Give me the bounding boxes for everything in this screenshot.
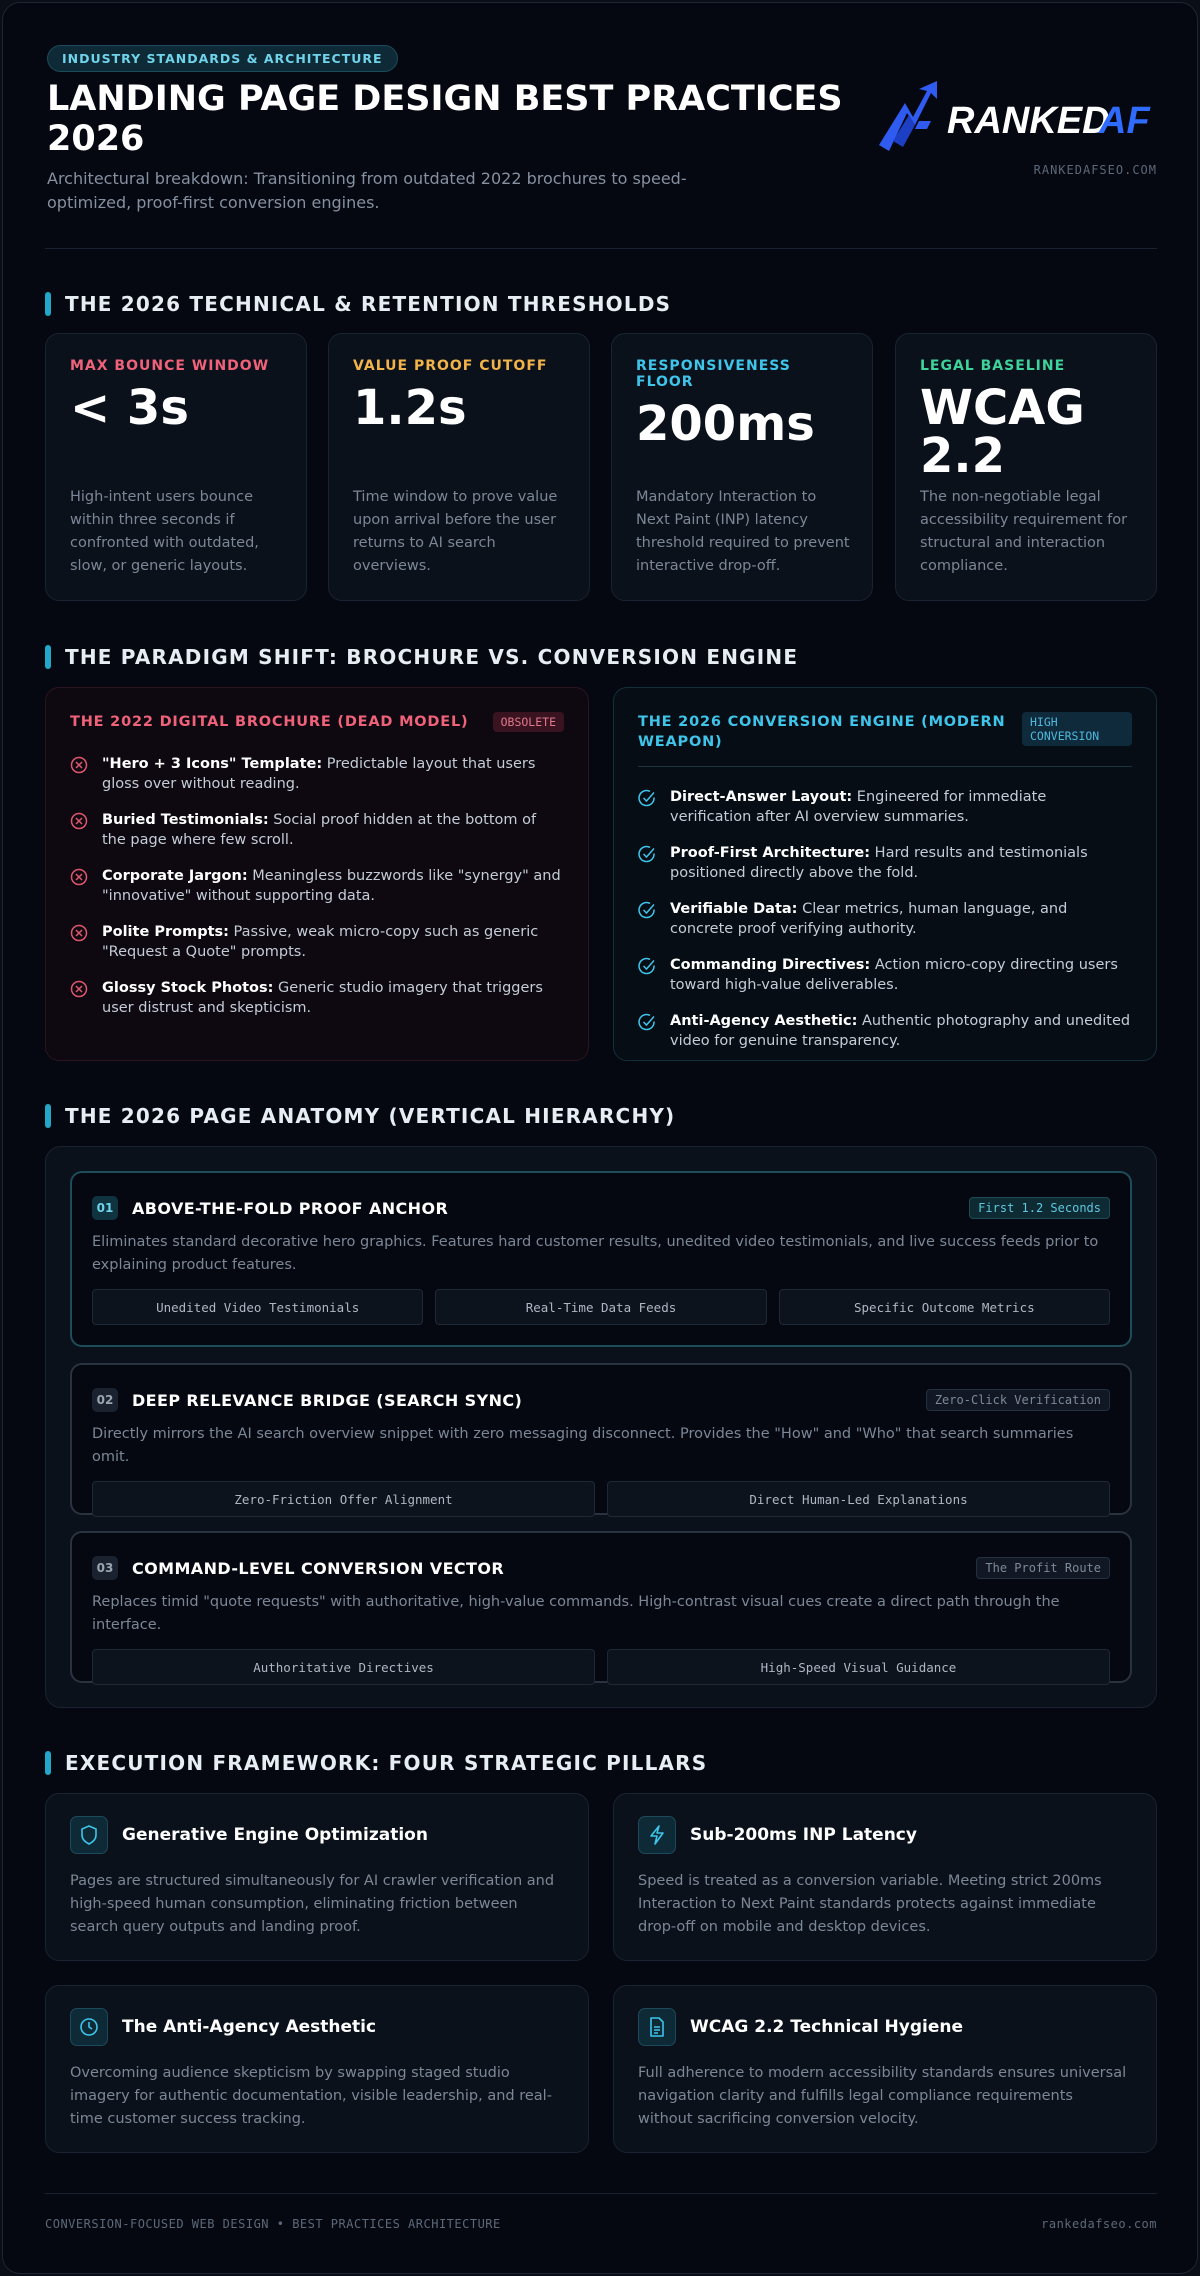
x-circle-icon xyxy=(70,812,88,830)
pillar-card-wcag: WCAG 2.2 Technical Hygiene Full adherence to modern accessibility standards ensures universal navigation clarity and fulfills legal compliance requirements without sacrificing conversion velocity. xyxy=(613,1985,1157,2153)
footer xyxy=(45,2193,1157,2253)
document-icon xyxy=(638,2008,676,2046)
pillar-card-anti-agency: The Anti-Agency Aesthetic Overcoming audience skepticism by swapping staged studio imagery for authentic documentation, visible leadership, and real-time customer success tracking. xyxy=(45,1985,589,2153)
layer-chip: Authoritative Directives xyxy=(92,1649,595,1685)
modern-item: Commanding Directives: Action micro-copy directing users toward high-value deliverables. xyxy=(638,955,1132,995)
content xyxy=(45,3,1157,2231)
page-subtitle: Architectural breakdown: Transitioning from outdated 2022 brochures to speed-optimized, proof-first conversion engines. xyxy=(47,169,687,212)
ranked-af-logo xyxy=(875,81,1157,155)
x-circle-icon xyxy=(70,980,88,998)
check-circle-icon xyxy=(638,957,656,975)
check-circle-icon xyxy=(638,1013,656,1031)
layer-chip: Real-Time Data Feeds xyxy=(435,1289,766,1325)
shield-icon xyxy=(70,1816,108,1854)
modern-item: Proof-First Architecture: Hard results and testimonials positioned directly above the fold. xyxy=(638,843,1132,883)
svg-text:AF: AF xyxy=(1099,100,1150,142)
obsolete-item: Polite Prompts: Passive, weak micro-copy such as generic "Request a Quote" prompts. xyxy=(70,922,564,962)
pillar-card-inp: Sub-200ms INP Latency Speed is treated as a conversion variable. Meeting strict 200ms Interaction to Next Paint standards protects against immediate drop-off on mobile and desktop devices. xyxy=(613,1793,1157,1961)
metric-card-bounce: MAX BOUNCE WINDOW < 3s High-intent users bounce within three seconds if confronted with outdated, slow, or generic layouts. xyxy=(45,333,307,601)
modern-item: Verifiable Data: Clear metrics, human language, and concrete proof verifying authority. xyxy=(638,899,1132,939)
page-title: LANDING PAGE DESIGN BEST PRACTICES 2026 xyxy=(47,79,843,159)
old-model-column xyxy=(45,687,589,1061)
anatomy-panel xyxy=(45,1146,1157,1708)
layer-chip: Specific Outcome Metrics xyxy=(779,1289,1110,1325)
infographic-frame xyxy=(2,2,1198,2274)
layer-tag: The Profit Route xyxy=(976,1557,1110,1579)
layer-tag: First 1.2 Seconds xyxy=(969,1197,1110,1219)
new-model-column xyxy=(613,687,1157,1061)
section-title-anatomy: THE 2026 PAGE ANATOMY (VERTICAL HIERARCHY) xyxy=(45,1103,675,1129)
modern-item: Anti-Agency Aesthetic: Authentic photography and unedited video for genuine transparency. xyxy=(638,1011,1132,1051)
metric-card-responsiveness: RESPONSIVENESS FLOOR 200ms Mandatory Interaction to Next Paint (INP) latency threshold required to prevent interactive drop-off. xyxy=(611,333,873,601)
high-conversion-badge: HIGH CONVERSION xyxy=(1022,712,1132,746)
obsolete-item: Corporate Jargon: Meaningless buzzwords like "synergy" and "innovative" without supporting data. xyxy=(70,866,564,906)
check-circle-icon xyxy=(638,901,656,919)
footer-tagline: CONVERSION-FOCUSED WEB DESIGN • BEST PRACTICES ARCHITECTURE xyxy=(45,2216,501,2231)
anatomy-layer-3: 03 COMMAND-LEVEL CONVERSION VECTOR The Profit Route Replaces timid "quote requests" with authoritative, high-value commands. High-contrast visual cues create a direct path through the interface. Authoritative Directives High-Speed Visual Guidance xyxy=(70,1531,1132,1683)
obsolete-item: Buried Testimonials: Social proof hidden at the bottom of the page where few scroll. xyxy=(70,810,564,850)
old-model-heading: THE 2022 DIGITAL BROCHURE (DEAD MODEL) xyxy=(70,714,469,730)
svg-text:RANKED: RANKED xyxy=(947,100,1110,142)
x-circle-icon xyxy=(70,924,88,942)
section-title-pillars: EXECUTION FRAMEWORK: FOUR STRATEGIC PILLARS xyxy=(45,1750,707,1776)
obsolete-badge: OBSOLETE xyxy=(493,712,564,732)
layer-chip: Zero-Friction Offer Alignment xyxy=(92,1481,595,1517)
metric-card-legal: LEGAL BASELINE WCAG 2.2 The non-negotiable legal accessibility requirement for structural and interaction compliance. xyxy=(895,333,1157,601)
layer-tag: Zero-Click Verification xyxy=(926,1389,1110,1411)
logo-site-url: RANKEDAFSEO.COM xyxy=(1033,163,1157,177)
check-circle-icon xyxy=(638,845,656,863)
new-model-heading: THE 2026 CONVERSION ENGINE (MODERN WEAPON) xyxy=(638,714,1006,750)
category-pill: INDUSTRY STANDARDS & ARCHITECTURE xyxy=(47,45,398,72)
layer-chip: High-Speed Visual Guidance xyxy=(607,1649,1110,1685)
obsolete-item: Glossy Stock Photos: Generic studio imagery that triggers user distrust and skepticism. xyxy=(70,978,564,1018)
layer-chip: Unedited Video Testimonials xyxy=(92,1289,423,1325)
section-title-thresholds: THE 2026 TECHNICAL & RETENTION THRESHOLDS xyxy=(45,291,671,317)
section-title-paradigm: THE PARADIGM SHIFT: BROCHURE VS. CONVERSION ENGINE xyxy=(45,644,798,670)
header xyxy=(45,3,1157,249)
check-circle-icon xyxy=(638,789,656,807)
obsolete-item: "Hero + 3 Icons" Template: Predictable layout that users gloss over without reading. xyxy=(70,754,564,794)
pillar-card-geo: Generative Engine Optimization Pages are structured simultaneously for AI crawler verification and high-speed human consumption, eliminating friction between search query outputs and landing proof. xyxy=(45,1793,589,1961)
anatomy-layer-2: 02 DEEP RELEVANCE BRIDGE (SEARCH SYNC) Zero-Click Verification Directly mirrors the AI search overview snippet with zero messaging disconnect. Provides the "How" and "Who" that search summaries omit. Zero-Friction Offer Alignment Direct Human-Led Explanations xyxy=(70,1363,1132,1515)
x-circle-icon xyxy=(70,756,88,774)
footer-link[interactable]: rankedafseo.com xyxy=(1041,2216,1157,2231)
anatomy-layer-1: 01 ABOVE-THE-FOLD PROOF ANCHOR First 1.2 Seconds Eliminates standard decorative hero graphics. Features hard customer results, unedited video testimonials, and live success feeds prior to explaining product features. Unedited Video Testimonials Real-Time Data Feeds Specific Outcome Metrics xyxy=(70,1171,1132,1347)
lightning-icon xyxy=(638,1816,676,1854)
modern-item: Direct-Answer Layout: Engineered for immediate verification after AI overview summaries. xyxy=(638,787,1132,827)
clock-icon xyxy=(70,2008,108,2046)
layer-chip: Direct Human-Led Explanations xyxy=(607,1481,1110,1517)
x-circle-icon xyxy=(70,868,88,886)
metric-card-proof: VALUE PROOF CUTOFF 1.2s Time window to prove value upon arrival before the user returns to AI search overviews. xyxy=(328,333,590,601)
arrow-mark-icon xyxy=(879,81,937,151)
